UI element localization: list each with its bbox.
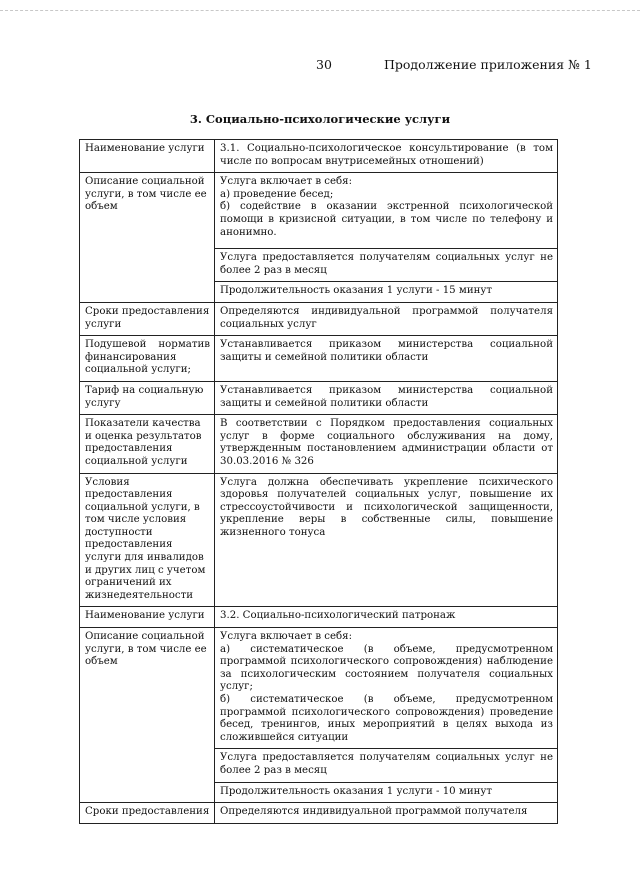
row-label: Тариф на социальную услугу [80,381,215,414]
row-value: 3.1. Социально-психологическое консультирование (в том числе по вопросам внутрисемейных отношений) [215,140,558,173]
table-row [80,302,558,335]
row-label: Наименование услуги [80,140,215,173]
row-value: Устанавливается приказом министерства социальной защиты и семейной политики области [215,381,558,414]
row-label: Наименование услуги [80,607,215,628]
row-value-line: а) проведение бесед; [220,188,334,200]
table-row [80,381,558,414]
row-value: В соответствии с Порядком предоставления социальных услуг в форме социального обслуживания на дому, утвержденным постановлением администрации области от 30.03.2016 № 326 [215,415,558,473]
page-heading: Продолжение приложения № 1 [384,57,592,72]
row-label: Сроки предоставления услуги [80,302,215,335]
row-value-line: а) систематическое (в объеме, предусмотренном программой психологического сопровождения) наблюдение за психологическим состоянием получателя социальных услуг; [220,643,553,693]
row-value [215,628,558,749]
row-value-line: Услуга включает в себя: [220,176,353,188]
row-value-line: б) содействие в оказании экстренной психологической помощи в кризисной ситуации, в том числе по телефону и анонимно. [220,201,553,238]
scan-artifact-line [0,10,640,11]
table-row [80,803,558,824]
row-value: Определяются индивидуальной программой получателя социальных услуг [215,302,558,335]
table-row [80,140,558,173]
row-label: Сроки предоставления [80,803,215,824]
row-label: Описание социальной услуги, в том числе ее объем [80,628,215,803]
table-row [80,607,558,628]
table-row [80,336,558,382]
table-row [80,473,558,607]
row-value: 3.2. Социально-психологический патронаж [215,607,558,628]
table-row [80,173,558,249]
row-label: Условия предоставления социальной услуги, в том числе условия доступности предоставления услуги для инвалидов и других лиц с учетом ограничений их жизнедеятельности [80,473,215,607]
row-value: Продолжительность оказания 1 услуги - 15 минут [215,282,558,303]
row-value: Устанавливается приказом министерства социальной защиты и семейной политики области [215,336,558,382]
row-value-line: Услуга включает в себя: [220,631,353,643]
row-value: Услуга предоставляется получателям социальных услуг не более 2 раз в месяц [215,249,558,282]
row-label: Показатели качества и оценка результатов предоставления социальной услуги [80,415,215,473]
section-title: 3. Социально-психологические услуги [189,112,451,126]
page-number: 30 [316,57,332,72]
services-table [79,139,558,824]
row-value-line: б) систематическое (в объеме, предусмотренном программой психологического сопровождения) проведение бесед, тренингов, иных мероприятий в целях выхода из сложившейся ситуации [220,694,553,743]
row-value [215,173,558,249]
row-label: Подушевой норматив финансирования социальной услуги; [80,336,215,382]
table-row [80,628,558,749]
row-value: Определяются индивидуальной программой получателя [215,803,558,824]
row-value: Услуга предоставляется получателям социальных услуг не более 2 раз в месяц [215,749,558,782]
row-value: Продолжительность оказания 1 услуги - 10 минут [215,782,558,803]
row-value: Услуга должна обеспечивать укрепление психического здоровья получателей социальных услуг, повышение их стрессоустойчивости и психологической защищенности, укрепление веры в собственные силы, повышение жизненного тонуса [215,473,558,607]
table-row [80,415,558,473]
row-label: Описание социальной услуги, в том числе ее объем [80,173,215,303]
